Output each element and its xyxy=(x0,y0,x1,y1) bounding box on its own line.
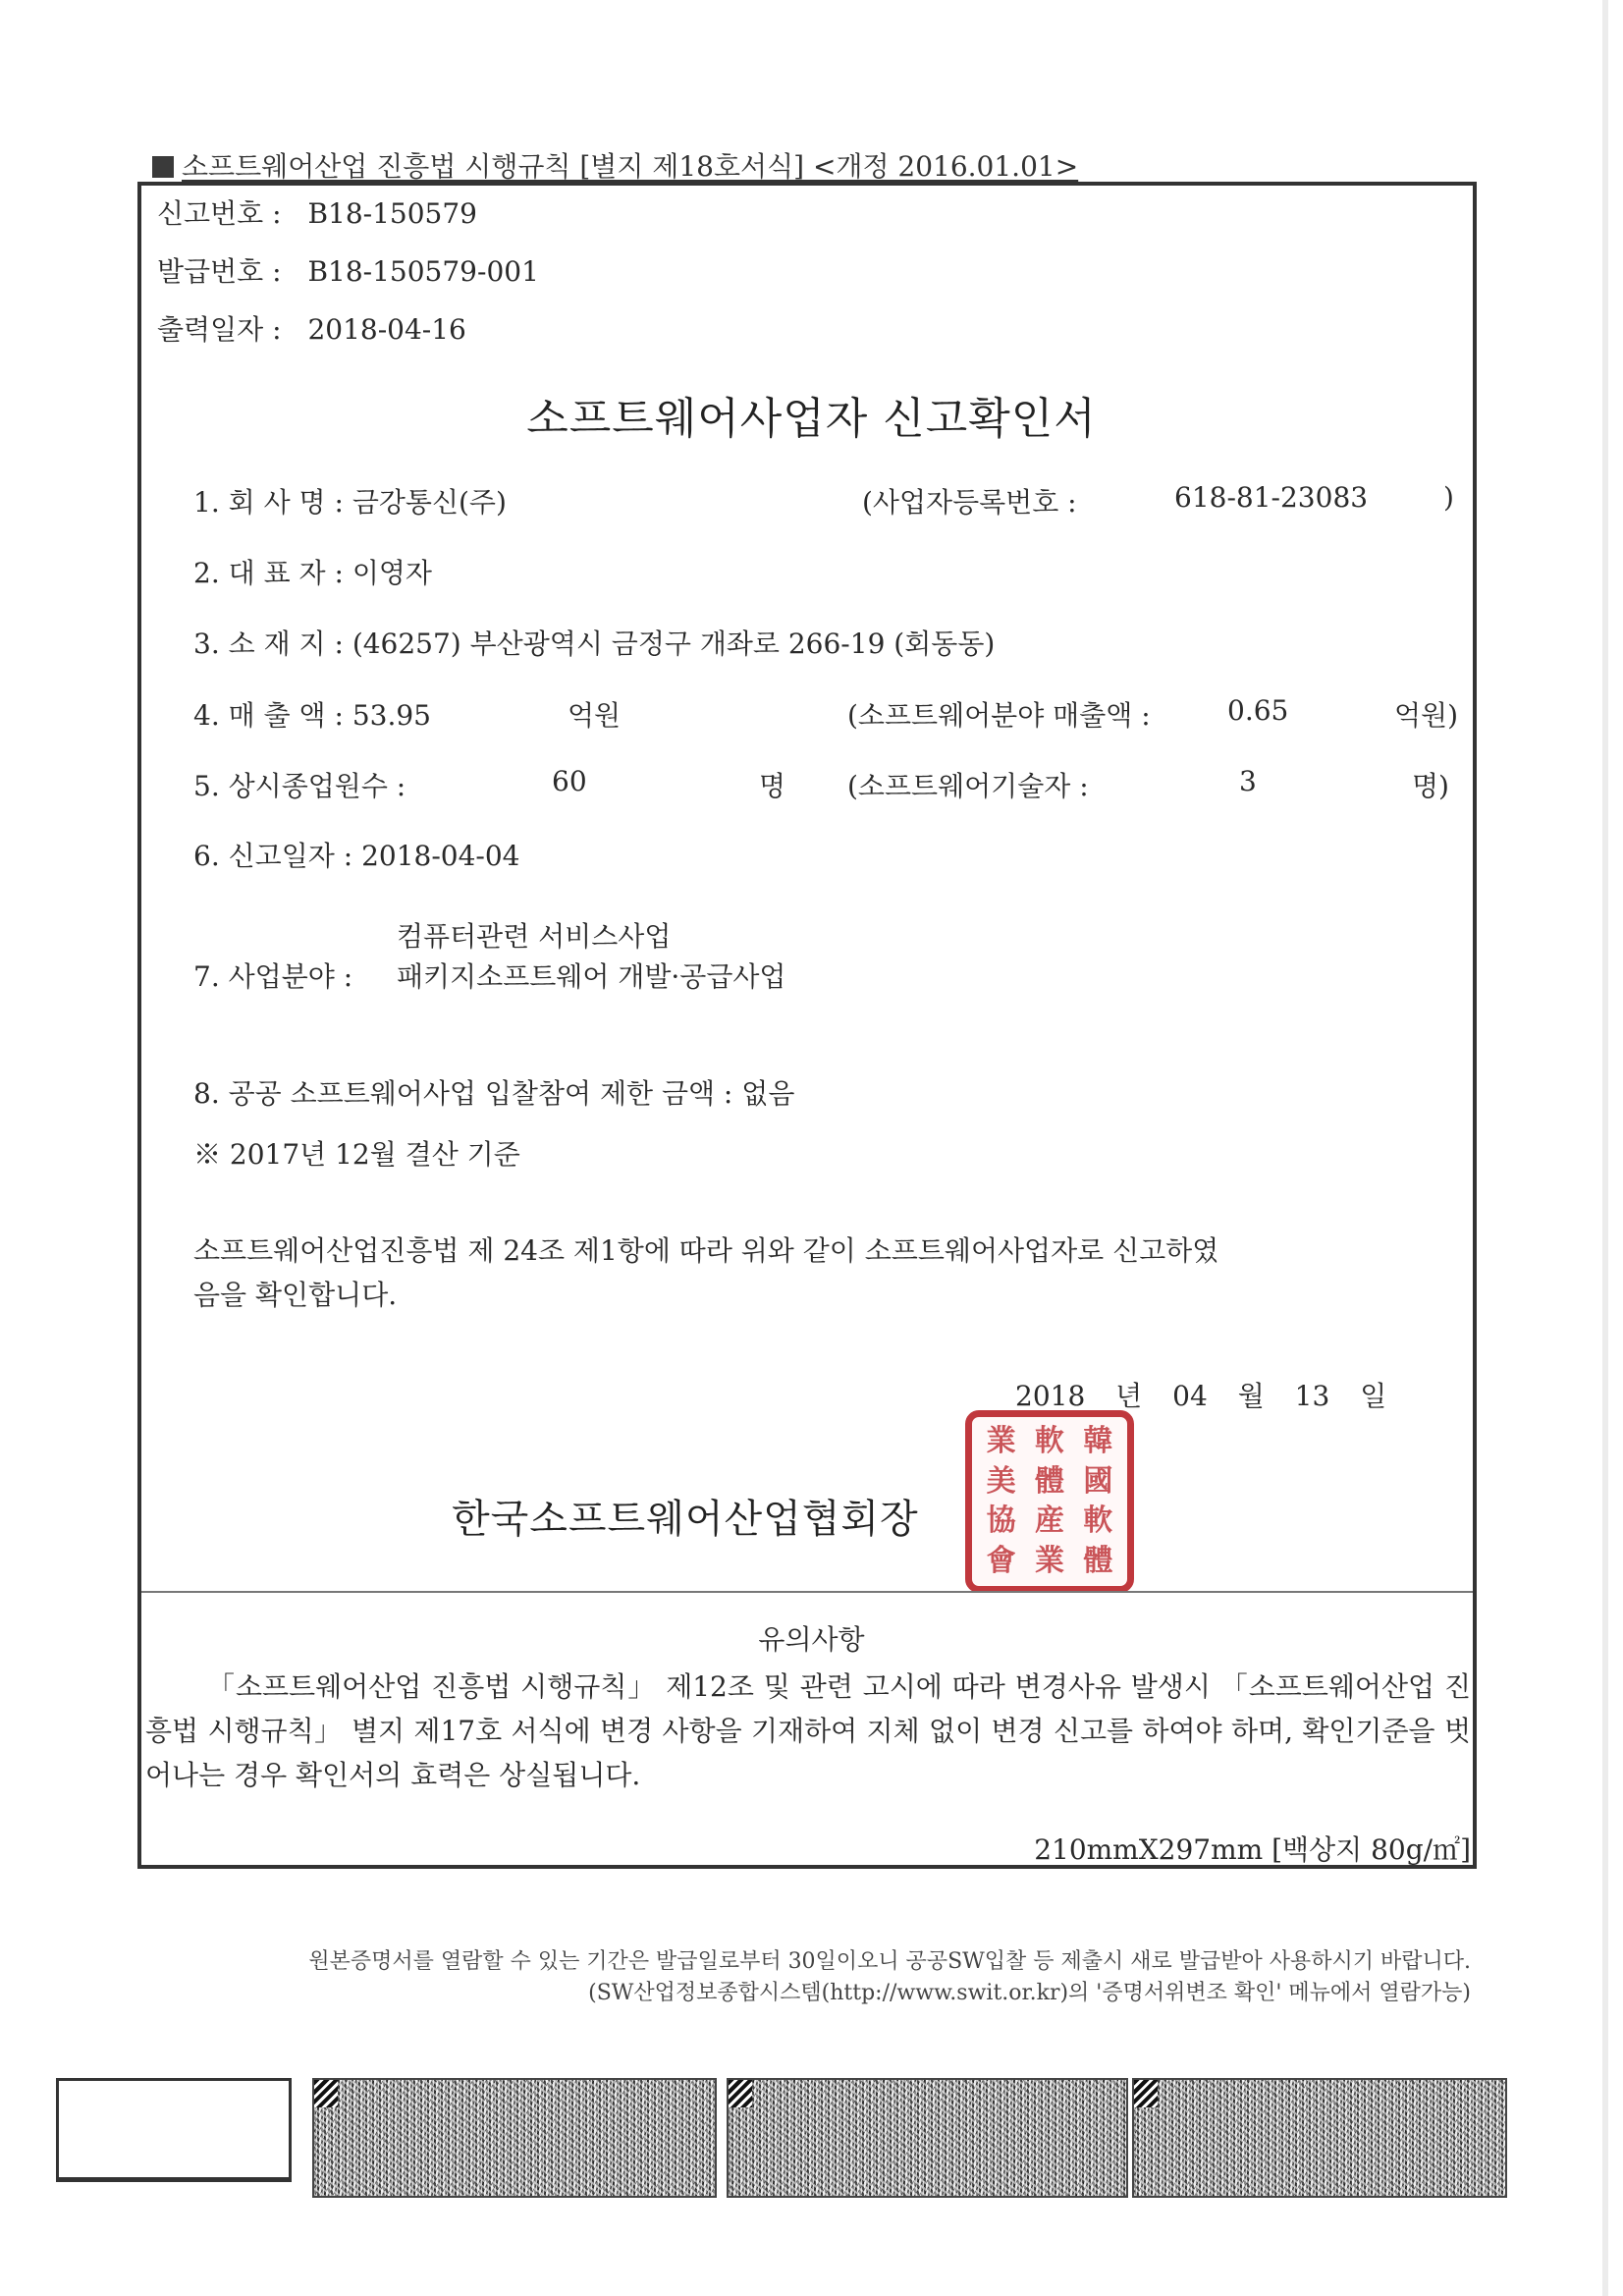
address-label: 3. 소 재 지 : xyxy=(193,628,344,660)
issue-month: 04 xyxy=(1172,1380,1208,1412)
report-number-row xyxy=(157,192,477,232)
sales-unit: 억원 xyxy=(568,699,622,732)
business-field-label: 7. 사업분야 : xyxy=(193,960,353,993)
seal-glyph: 會 xyxy=(986,1543,1016,1578)
seal-glyph: 美 xyxy=(986,1463,1016,1499)
confirmation-line-2: 음을 확인합니다. xyxy=(193,1279,398,1311)
2d-barcode-1 xyxy=(312,2078,717,2198)
issue-number-value: B18-150579-001 xyxy=(307,255,539,288)
employees-unit: 명 xyxy=(759,770,786,802)
barcode-corner-marker-icon xyxy=(729,2080,752,2107)
seal-glyph: 業 xyxy=(1034,1543,1064,1578)
issue-year: 2018 xyxy=(1015,1380,1086,1412)
document-title: 소프트웨어사업자 신고확인서 xyxy=(526,394,1097,444)
form-reference-text: 소프트웨어산업 진흥법 시행규칙 [별지 제18호서식] <개정 2016.01.01> xyxy=(182,150,1079,183)
sw-engineers-unit: 명) xyxy=(1412,770,1449,802)
report-date-row xyxy=(193,835,520,874)
seal-glyph: 軟 xyxy=(1083,1503,1113,1538)
2d-barcode-2 xyxy=(727,2078,1128,2198)
representative-value: 이영자 xyxy=(352,557,432,589)
paper-spec: 210mmX297mm [백상지 80g/㎡] xyxy=(1034,1833,1471,1866)
issue-day: 13 xyxy=(1294,1380,1330,1412)
print-date-value: 2018-04-16 xyxy=(307,313,466,346)
issuer-name: 한국소프트웨어산업협회장 xyxy=(452,1497,919,1542)
notice-divider xyxy=(141,1591,1473,1593)
settlement-basis-note: ※ 2017년 12월 결산 기준 xyxy=(193,1138,520,1171)
report-number-value: B18-150579 xyxy=(307,197,477,230)
business-reg-label: (사업자등록번호 : xyxy=(862,486,1077,519)
seal-glyph: 産 xyxy=(1034,1503,1064,1538)
footer-note-1: 원본증명서를 열람할 수 있는 기간은 발급일로부터 30일이오니 공공SW입찰 등 제출시 새로 발급받아 사용하시기 바랍니다. xyxy=(308,1949,1471,1974)
company-row xyxy=(193,481,507,520)
bid-limit-value: 없음 xyxy=(741,1077,795,1110)
business-reg-close: ) xyxy=(1443,481,1454,514)
notice-body xyxy=(145,1665,1471,1797)
report-date-value: 2018-04-04 xyxy=(361,840,520,872)
company-label: 1. 회 사 명 : xyxy=(193,486,344,519)
sw-sales-unit: 억원) xyxy=(1394,699,1459,732)
sales-row xyxy=(193,694,431,734)
sw-engineers-label: (소프트웨어기술자 : xyxy=(847,770,1089,802)
barcode-corner-marker-icon xyxy=(314,2080,338,2107)
report-number-label: 신고번호 : xyxy=(157,197,282,230)
barcode-corner-marker-icon xyxy=(1134,2080,1158,2107)
year-unit: 년 xyxy=(1115,1380,1143,1412)
company-value: 금강통신(주) xyxy=(352,486,507,519)
address-row xyxy=(193,623,995,662)
print-date-label: 출력일자 : xyxy=(157,313,282,346)
sales-value: 53.95 xyxy=(352,699,431,732)
employees-label: 5. 상시종업원수 : xyxy=(193,770,406,802)
official-seal-icon xyxy=(965,1410,1134,1593)
blank-barcode-box xyxy=(56,2078,292,2182)
seal-glyph: 韓 xyxy=(1083,1424,1113,1458)
print-date-row xyxy=(157,308,466,348)
sw-sales-value: 0.65 xyxy=(1227,694,1289,727)
sw-sales-label: (소프트웨어분야 매출액 : xyxy=(847,699,1151,732)
seal-glyph: 體 xyxy=(1034,1463,1064,1499)
footer-note-2: (SW산업정보종합시스템(http://www.swit.or.kr)의 '증명서위변조 확인' 메뉴에서 열람가능) xyxy=(588,1981,1471,2005)
seal-glyph: 國 xyxy=(1083,1463,1113,1499)
bid-limit-row xyxy=(193,1072,794,1112)
address-value: (46257) 부산광역시 금정구 개좌로 266-19 (회동동) xyxy=(352,628,996,660)
black-square-icon xyxy=(152,156,174,178)
sw-engineers-value: 3 xyxy=(1239,765,1257,797)
form-reference xyxy=(152,145,1078,185)
employees-value: 60 xyxy=(552,765,587,797)
bid-limit-label: 8. 공공 소프트웨어사업 입찰참여 제한 금액 : xyxy=(193,1077,733,1110)
business-reg-number: 618-81-23083 xyxy=(1174,481,1369,514)
issue-date xyxy=(1015,1375,1386,1414)
business-field-value-1: 컴퓨터관련 서비스사업 xyxy=(397,920,672,953)
month-unit: 월 xyxy=(1237,1380,1265,1412)
day-unit: 일 xyxy=(1360,1380,1387,1412)
report-date-label: 6. 신고일자 : xyxy=(193,840,353,872)
representative-row xyxy=(193,552,432,591)
2d-barcode-3 xyxy=(1132,2078,1507,2198)
seal-glyph: 體 xyxy=(1083,1543,1113,1578)
confirmation-line-1: 소프트웨어산업진흥법 제 24조 제1항에 따라 위와 같이 소프트웨어사업자로 신고하였 xyxy=(193,1234,1219,1267)
notice-text: 「소프트웨어산업 진흥법 시행규칙」 제12조 및 관련 고시에 따라 변경사유 발생시 「소프트웨어산업 진흥법 시행규칙」 별지 제17호 서식에 변경 사항을 기재하여 지체 없이 변경 신고를 하여야 하며, 확인기준을 벗어나는 경우 확인서의 효력은 상실됩니다. xyxy=(145,1670,1471,1791)
issue-number-row xyxy=(157,250,539,290)
seal-glyph: 軟 xyxy=(1034,1424,1064,1458)
seal-glyph: 協 xyxy=(986,1503,1016,1538)
issue-number-label: 발급번호 : xyxy=(157,255,282,288)
business-field-value-2: 패키지소프트웨어 개발·공급사업 xyxy=(397,960,786,993)
seal-glyph: 業 xyxy=(986,1424,1016,1458)
notice-title: 유의사항 xyxy=(758,1623,865,1656)
representative-label: 2. 대 표 자 : xyxy=(193,557,344,589)
sales-label: 4. 매 출 액 : xyxy=(193,699,344,732)
scan-edge-line xyxy=(1602,0,1608,2296)
